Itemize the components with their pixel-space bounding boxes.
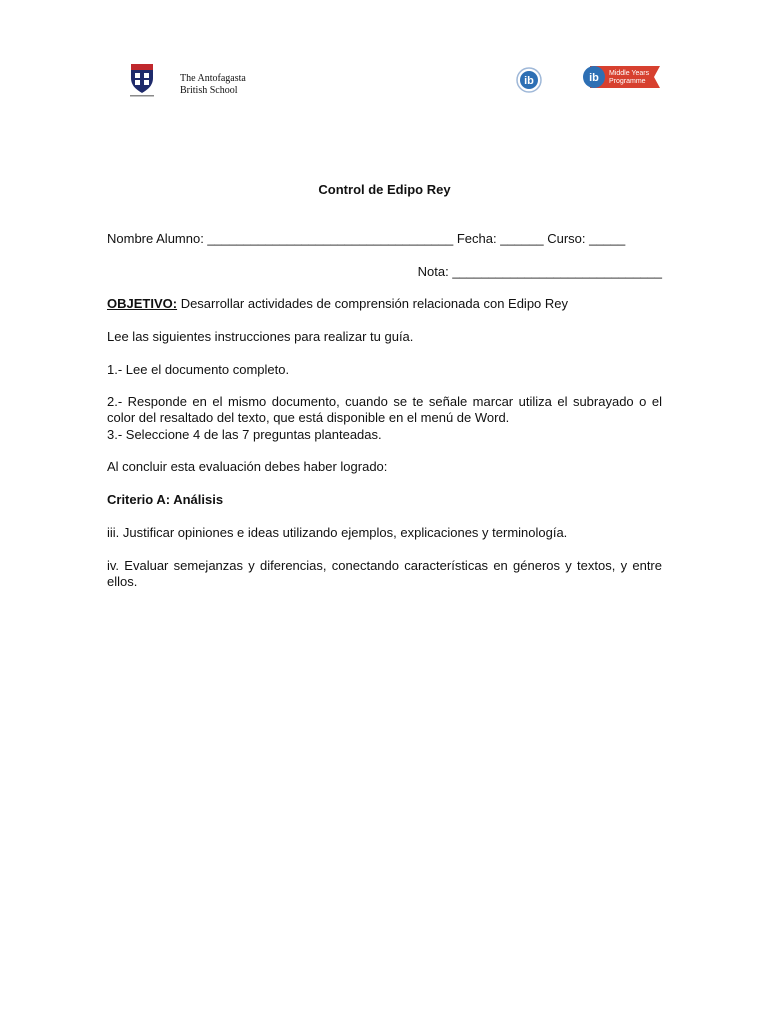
criterion-item-iii: iii. Justificar opiniones e ideas utilizando ejemplos, explicaciones y terminología. xyxy=(107,525,568,540)
myp-logo-text-line1: Middle Years xyxy=(609,70,650,77)
school-name-line2: British School xyxy=(180,85,238,96)
myp-logo-ib-text: ib xyxy=(589,72,599,84)
ib-logo-text: ib xyxy=(524,75,534,87)
objective-line xyxy=(107,296,662,312)
grade-line: Nota: _____________________________ xyxy=(417,264,662,279)
school-name-line1: The Antofagasta xyxy=(180,73,246,84)
ib-logo xyxy=(516,67,542,93)
instructions-intro: Lee las siguientes instrucciones para realizar tu guía. xyxy=(107,329,414,344)
document-header xyxy=(0,0,768,110)
student-name-date-course-line: Nombre Alumno: __________________________________ Fecha: ______ Curso: _____ xyxy=(107,231,626,246)
school-name xyxy=(180,73,246,97)
objective-text: Desarrollar actividades de comprensión relacionada con Edipo Rey xyxy=(177,296,569,311)
instruction-3: 3.- Seleccione 4 de las 7 preguntas planteadas. xyxy=(107,427,382,442)
instruction-2: 2.- Responde en el mismo documento, cuando se te señale marcar utiliza el subrayado o el color del resaltado del texto, que está disponible en el menú de Word. xyxy=(107,394,662,425)
criterion-item-iv: iv. Evaluar semejanzas y diferencias, conectando características en géneros y textos, y entre ellos. xyxy=(107,558,662,589)
objective-label: OBJETIVO: xyxy=(107,296,178,311)
school-crest-logo xyxy=(128,62,156,98)
conclusion-intro: Al concluir esta evaluación debes haber logrado: xyxy=(107,459,388,474)
document-title: Control de Edipo Rey xyxy=(318,182,451,197)
criterion-heading: Criterio A: Análisis xyxy=(107,492,224,507)
instruction-1: 1.- Lee el documento completo. xyxy=(107,362,290,377)
myp-logo-text-line2: Programme xyxy=(609,78,646,85)
myp-logo xyxy=(582,64,660,90)
